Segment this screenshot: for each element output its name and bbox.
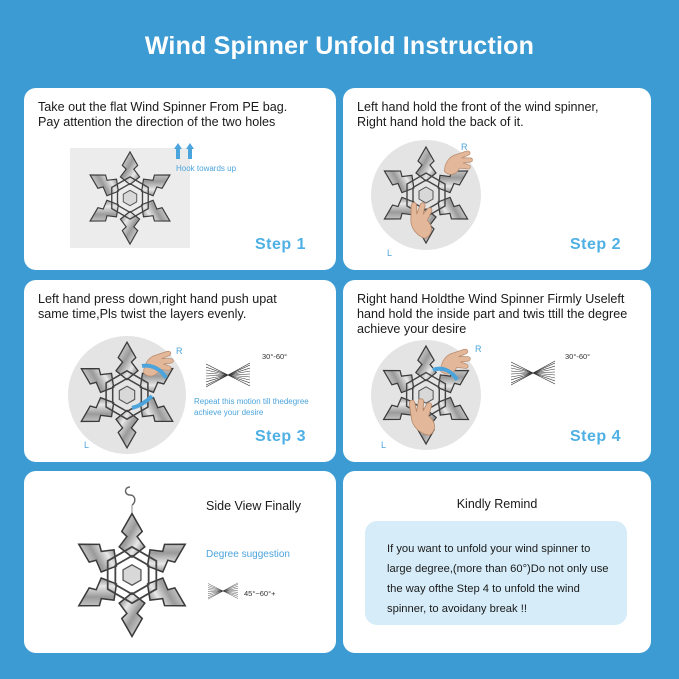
right-hand-label: R xyxy=(176,346,183,356)
finished-spinner-image xyxy=(68,481,198,645)
repeat-note: Repeat this motion till thedegree achieve your desire xyxy=(194,397,309,417)
spinner-firm-hold-image xyxy=(371,340,481,450)
remind-text: If you want to unfold your wind spinner to large degree,(more than 60°)Do not only use the way ofthe Step 4 to unfold the wind spinner, to avoidany break !! xyxy=(387,543,609,615)
step-2-label: Step 2 xyxy=(569,236,621,253)
spinner-twist-image xyxy=(68,336,186,454)
remind-title: Kindly Remind xyxy=(456,497,538,511)
step-4-instruction: Right hand Holdthe Wind Spinner Firmly Useleft hand hold the inside part and twis ttill the degree achieve your desire xyxy=(357,292,628,336)
degree-suggestion-value: 45°~60°+ xyxy=(244,589,276,598)
hook-note: Hook towards up xyxy=(176,164,237,173)
twist-angle-icon xyxy=(511,360,555,391)
twist-angle-icon xyxy=(208,579,238,608)
left-hand-label: L xyxy=(381,440,387,450)
step-3-label: Step 3 xyxy=(254,428,306,445)
spinner-in-bag-image xyxy=(70,148,190,248)
remind-card xyxy=(343,471,651,653)
step-3-instruction: Left hand press down,right hand push upat same time,Pls twist the layers evenly. xyxy=(38,292,277,321)
step-1-label: Step 1 xyxy=(254,236,306,253)
step-1-instruction: Take out the flat Wind Spinner From PE bag. Pay attention the direction of the two holes xyxy=(38,100,288,129)
side-view-card xyxy=(24,471,336,653)
step-4-card xyxy=(343,280,651,462)
degree-suggestion-label: Degree suggestion xyxy=(206,549,290,560)
left-hand-label: L xyxy=(84,440,90,450)
twist-angle-icon xyxy=(206,362,250,393)
left-hand-label: L xyxy=(387,248,393,258)
right-hand-label: R xyxy=(461,142,468,152)
spinner-held-image xyxy=(371,140,481,250)
side-view-title: Side View Finally xyxy=(206,499,301,513)
degree-range: 30°-60° xyxy=(565,352,591,361)
step-2-instruction: Left hand hold the front of the wind spinner, Right hand hold the back of it. xyxy=(357,100,599,129)
right-hand-label: R xyxy=(475,344,482,354)
step-4-label: Step 4 xyxy=(569,428,621,445)
page-title: Wind Spinner Unfold Instruction xyxy=(144,32,535,60)
step-3-card xyxy=(24,280,336,462)
degree-range: 30°-60° xyxy=(262,352,288,361)
step-2-card xyxy=(343,88,651,270)
remind-box xyxy=(365,521,627,625)
step-1-card xyxy=(24,88,336,270)
